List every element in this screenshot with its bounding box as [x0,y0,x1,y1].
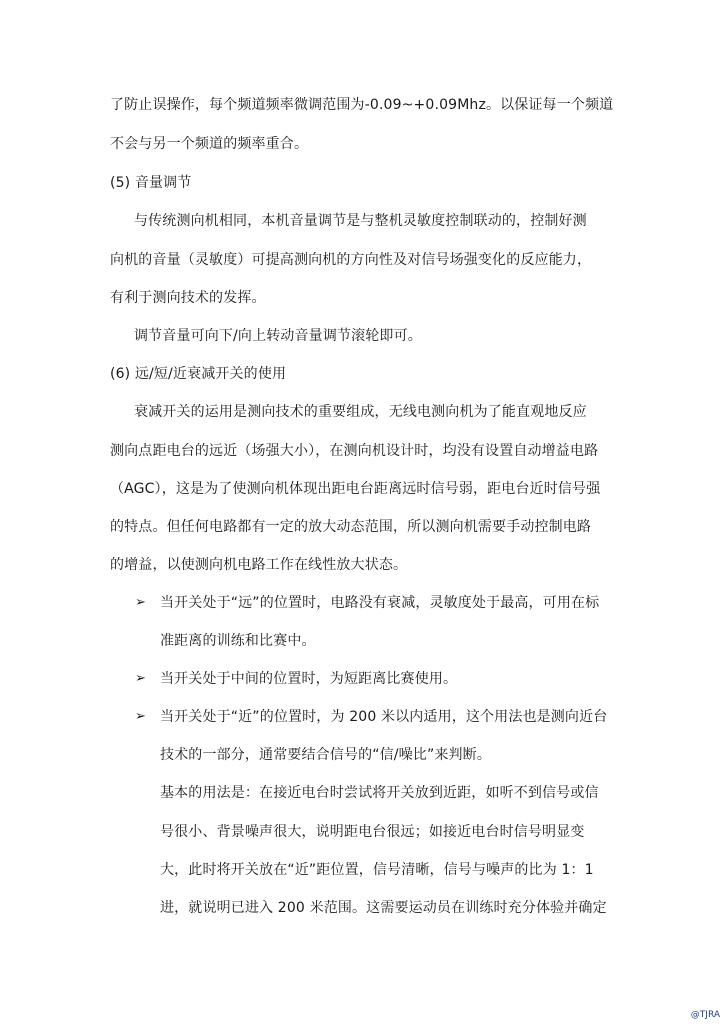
text-line: 衰减开关的运用是测向技术的重要组成，无线电测向机为了能直观地反应 [134,404,587,420]
section-heading: (6) 远/短/近衰减开关的使用 [110,366,287,382]
text-line: 测向点距电台的远近（场强大小），在测向机设计时，均没有设置自动增益电路 [110,443,599,459]
bullet-text: 当开关处于“远”的位置时，电路没有衰减，灵敏度处于最高，可用在标 [160,595,600,611]
sub-paragraph-line: 大，此时将开关放在“近”距位置，信号清晰，信号与噪声的比为 1：1 [160,862,594,878]
text-line: 向机的音量（灵敏度）可提高测向机的方向性及对信号场强变化的反应能力， [110,252,592,268]
text-line: （AGC），这是为了使测向机体现出距电台距离远时信号弱，距电台近时信号强 [110,481,601,497]
text-line: 的增益，以使测向机电路工作在线性放大状态。 [110,557,408,573]
bullet-arrow-icon: ➢ [135,595,146,610]
text-line: 了防止误操作，每个频道频率微调范围为-0.09~+0.09Mhz。以保证每一个频道 [110,97,614,113]
bullet-text: 当开关处于“近”的位置时，为 200 米以内适用，这个用法也是测向近台 [160,709,608,725]
sub-paragraph-line: 基本的用法是：在接近电台时尝试将开关放到近距，如听不到信号或信 [160,785,599,801]
text-line: 有利于测向技术的发挥。 [110,290,266,306]
sub-paragraph-line: 号很小、背景噪声很大，说明距电台很远；如接近电台时信号明显变 [160,824,585,840]
text-line: 调节音量可向下/向上转动音量调节滚轮即可。 [134,328,422,344]
bullet-arrow-icon: ➢ [135,671,146,686]
section-heading: (5) 音量调节 [110,175,192,191]
bullet-text: 当开关处于中间的位置时，为短距离比赛使用。 [160,671,458,687]
text-line: 的特点。但任何电路都有一定的放大动态范围，所以测向机需要手动控制电路 [110,519,592,535]
bullet-text: 技术的一部分，通常要结合信号的“信/噪比”来判断。 [160,747,491,763]
bullet-arrow-icon: ➢ [135,709,146,724]
text-line: 不会与另一个频道的频率重合。 [110,136,309,152]
footer-watermark: @TJRA [690,1010,720,1020]
sub-paragraph-line: 进，就说明已进入 200 米范围。这需要运动员在训练时充分体验并确定 [160,900,607,916]
bullet-text: 准距离的训练和比赛中。 [160,633,316,649]
text-line: 与传统测向机相同，本机音量调节是与整机灵敏度控制联动的，控制好测 [134,213,587,229]
